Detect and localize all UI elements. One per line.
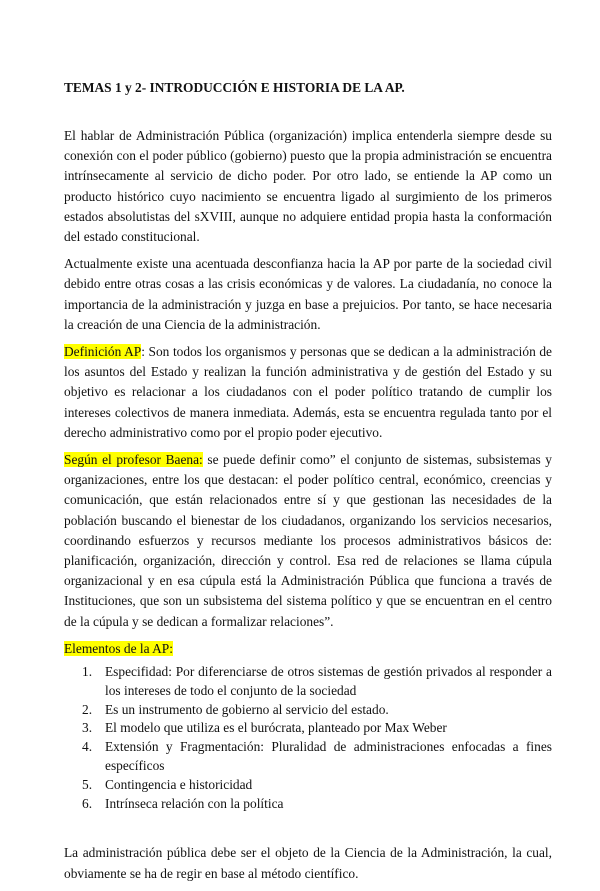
list-item-text: Es un instrumento de gobierno al servicio del estado. (105, 701, 389, 717)
list-item (82, 719, 552, 738)
closing-paragraph: La administración pública debe ser el objeto de la Ciencia de la Administración, la cual, obviamente se ha de regir en base al método científico. (64, 845, 552, 881)
list-item-number: 6. (82, 795, 93, 811)
list-item-text: El modelo que utiliza es el burócrata, planteado por Max Weber (105, 720, 447, 736)
intro-paragraph: El hablar de Administración Pública (organización) implica entenderla siempre desde su conexión con el poder público (gobierno) puesto que la propia administración se encuentra intrínsecamente al servicio de dicho poder. Por otro lado, se entiende la AP como un producto histórico cuyo nacimiento se encuentra ligado al surgimiento de los primeros estados absolutistas del sXVIII, aunque no adquiere entidad propia hasta la conformación del estado constitucional. (64, 128, 552, 245)
list-item (82, 663, 552, 701)
list-item (82, 795, 552, 814)
baena-paragraph (64, 450, 552, 632)
list-item-number: 4. (82, 739, 93, 755)
document-title: TEMAS 1 y 2- INTRODUCCIÓN E HISTORIA DE LA AP. (64, 80, 405, 95)
list-item-text: Contingencia e historicidad (105, 776, 253, 792)
list-item-number: 2. (82, 701, 93, 717)
baena-label: Según el profesor Baena: (64, 452, 203, 468)
list-item-number: 3. (82, 720, 93, 736)
document-body (64, 126, 552, 891)
list-item-text: Especifidad: Por diferenciarse de otros sistemas de gestión privados al responder a los intereses de todo el conjunto de la sociedad (105, 664, 552, 698)
distrust-paragraph: Actualmente existe una acentuada desconfianza hacia la AP por parte de la sociedad civil debido entre otras cosas a las crisis económicas y de valores. La ciudadanía, no conoce la importancia de la administración y juzga en base a prejuicios. Por tanto, se hace necesaria la creación de una Ciencia de la administración. (64, 256, 552, 332)
baena-text: se puede definir como” el conjunto de sistemas, subsistemas y organizaciones, entre los que destacan: el poder político central, económico, creencias y comunicación, que están relacionados entre sí y que gestionan las necesidades de la población buscando el bienestar de los ciudadanos, organizando los servicios necesarios, coordinando esfuerzos y recursos mediante los procesos administrativos básicos de: planificación, organización, dirección y control. Esa red de relaciones se llama cúpula organizacional y en esa cúpula está la Administración Pública que funciona a través de Instituciones, que son un subsistema del sistema político y que se encuentran en el centro de la cúpula y se dedican a formalizar relaciones”. (64, 452, 552, 629)
list-item (82, 701, 552, 720)
elements-label: Elementos de la AP: (64, 640, 173, 656)
elements-heading-paragraph (64, 639, 552, 659)
definition-label: Definición AP (64, 344, 142, 360)
list-item (82, 776, 552, 795)
list-item-text: Intrínseca relación con la política (105, 795, 284, 811)
definition-text: : Son todos los organismos y personas que se dedican a la administración de los asuntos del Estado y realizan la función administrativa y de gestión del Estado y su objetivo es relacionar a los ciudadanos con el poder político tratando de cumplir los intereses colectivos de manera inmediata. Además, esta se encuentra regulada tanto por el derecho administrativo como por el propio poder ejecutivo. (64, 344, 552, 440)
definition-paragraph (64, 342, 552, 443)
list-item-text: Extensión y Fragmentación: Pluralidad de administraciones enfocadas a fines específicos (105, 739, 552, 774)
list-item (82, 738, 552, 776)
elements-list (64, 663, 552, 813)
list-item-number: 1. (82, 664, 93, 680)
list-item-number: 5. (82, 776, 93, 792)
